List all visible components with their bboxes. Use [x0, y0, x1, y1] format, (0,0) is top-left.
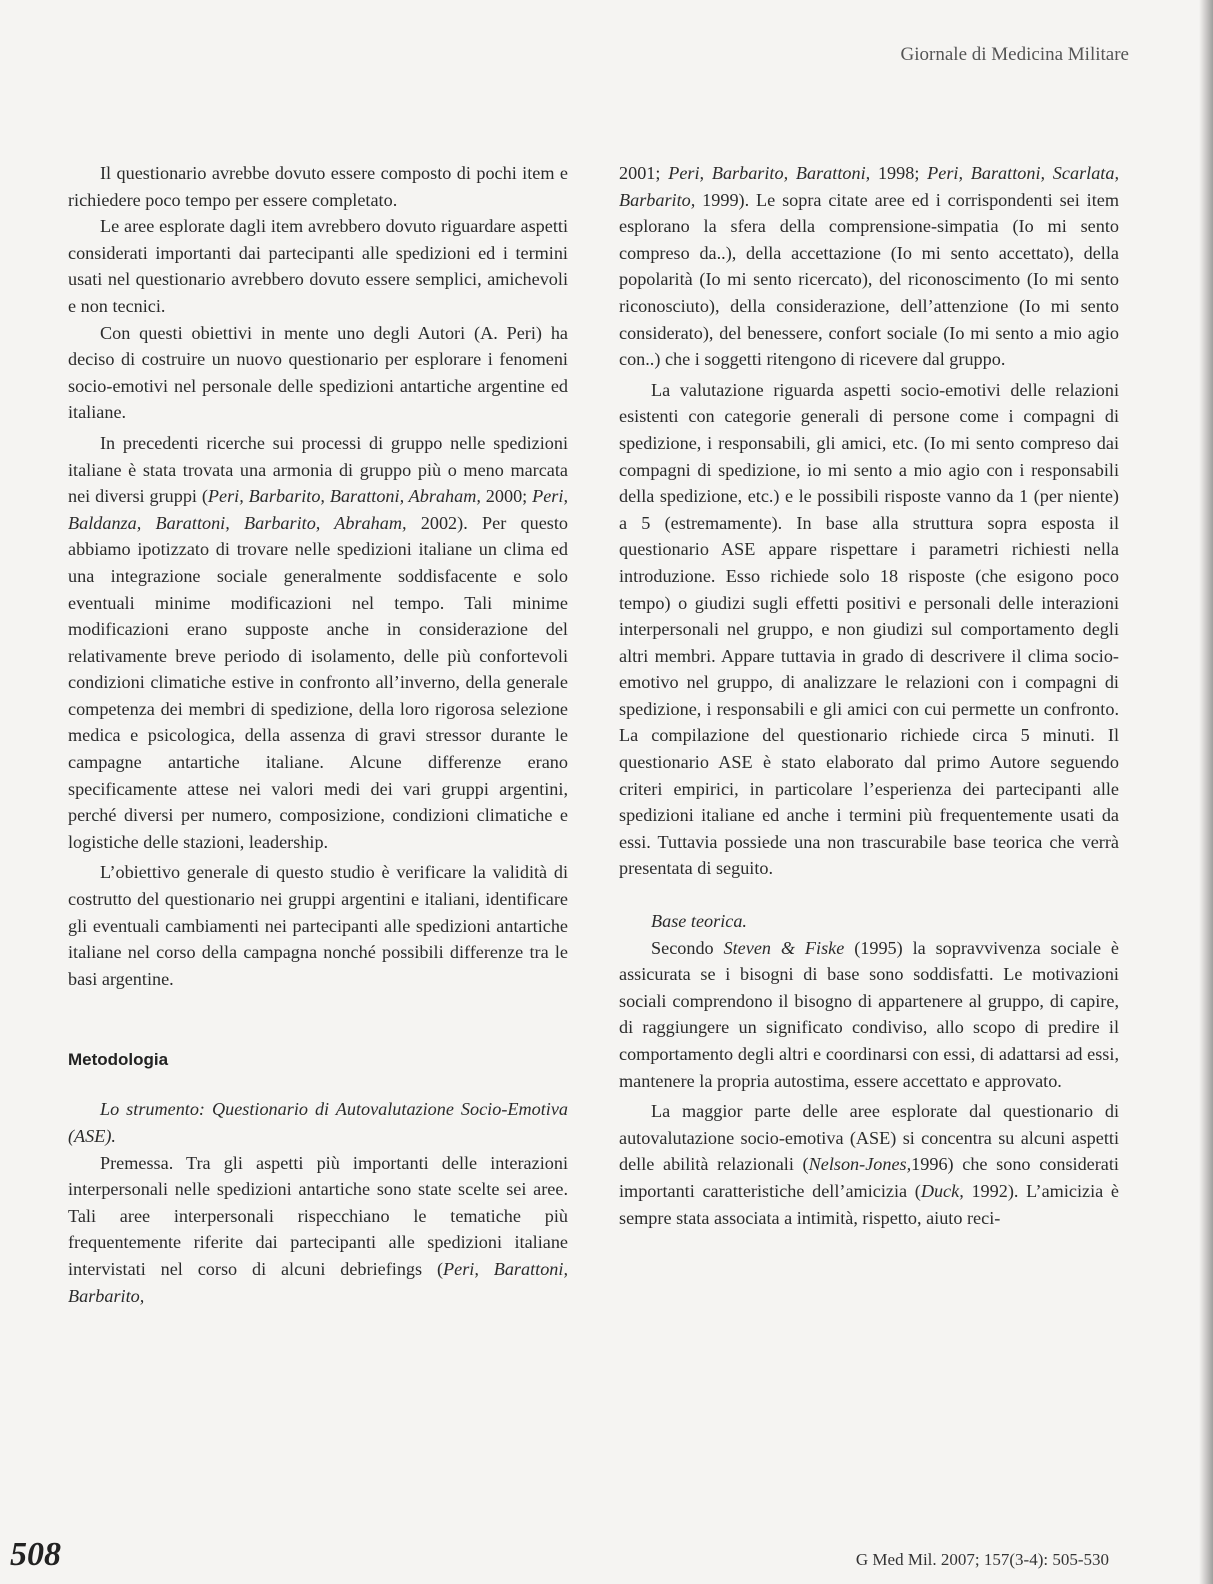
text-run: Premessa. Tra gli aspetti più importanti delle interazioni interpersonali nelle spedizioni antartiche sono state scelte sei aree. Tali aree interpersonali rispecchiano le tematiche più frequentemente riferite dai partecipanti alle spedizioni italiane intervistati nel corso di alcuni debriefings (: [68, 1152, 568, 1279]
citation-authors: Peri, Barbarito, Barattoni,: [668, 163, 871, 183]
text-run: 1999). Le sopra citate aree ed i corrispondenti sei item esplorano la sfera della comprensione-simpatia (Io mi sento compreso da..), della accettazione (Io mi sento accettato), della popolarità (Io mi sento ricercato), del riconoscimento (Io mi sento riconosciuto), della considerazione, dell’attenzione (Io mi sento considerato), del benessere, confort sociale (Io mi sento a mio agio con..) che i soggetti ritengono di ricevere dal gruppo.: [619, 189, 1119, 370]
text-run: 2000;: [480, 486, 533, 507]
paragraph: Con questi obiettivi in mente uno degli Autori (A. Peri) ha deciso di costruire un nuovo questionario per esplorare i fenomeni socio-emotivi nel personale delle spedizioni antartiche argentine ed italiane.: [68, 322, 568, 423]
running-header: Giornale di Medicina Militare: [900, 44, 1129, 65]
paragraph: Le aree esplorate dagli item avrebbero dovuto riguardare aspetti considerati importanti dai partecipanti alle spedizioni ed i termini usati nel questionario avrebbero dovuto essere semplici, amichevoli e non tecnici.: [68, 216, 568, 316]
text-run: 1996) che sono considerati importanti caratteristiche dell’amicizia (: [619, 1154, 1119, 1201]
citation-authors: Nelson-Jones,: [808, 1154, 912, 1175]
citation-authors: Duck,: [920, 1180, 964, 1201]
paragraph: La valutazione riguarda aspetti socio-emotivi delle relazioni esistenti con categorie generali di persone come i compagni di spedizione, i responsabili, gli amici, etc. (Io mi sento compreso dai compagni di spedizione, io mi sento a mio agio con i responsabili della spedizione, etc.) e le possibili risposte vanno da 1 (per niente) a 5 (estremamente). In base alla struttura sopra esposta il questionario ASE appare rispettare i parametri richiesti nella introduzione. Esso richiede solo 18 risposte (che esigono poco tempo) o giudizi sugli effetti positivi e personali delle interazioni interpersonali nel gruppo, e non giudizi sul comportamento degli altri membri. Appare tuttavia in grado di descrivere il clima socio-emotivo nel gruppo, di analizzare le relazioni con i compagni di spedizione, i responsabili e gli amici con cui permette un confronto. La compilazione del questionario richiede circa 5 minuti. Il questionario ASE è stato elaborato dal primo Autore seguendo criteri empirici, in particolare l’esperienza dei partecipanti alle spedizioni italiane ed anche i termini più frequentemente usati da essi. Tuttavia possiede una non trascurabile base teorica che verrà presentata di seguito.: [619, 379, 1119, 879]
text-run: 1992). L’amicizia è sempre stata associata a intimità, rispetto, aiuto reci-: [619, 1180, 1119, 1228]
paragraph: L’obiettivo generale di questo studio è verificare la validità di costrutto del questionario nei gruppi argentini e italiani, identificare gli eventuali cambiamenti nei partecipanti alle spedizioni antartiche italiane nel corso della campagna nonché possibili differenze tra le basi argentine.: [68, 862, 568, 989]
paragraph: [619, 935, 1119, 1095]
journal-citation: G Med Mil. 2007; 157(3-4): 505-530: [855, 1550, 1109, 1569]
paragraph: [68, 430, 568, 856]
citation-authors: Peri, Barattoni, Scarlata, Barbarito,: [619, 163, 1119, 210]
text-run: In precedenti ricerche sui processi di gruppo nelle spedizioni italiane è stata trovata una armonia di gruppo più o meno marcata nei diversi gruppi (: [68, 432, 568, 507]
text-run: 2001;: [619, 163, 669, 183]
paragraph: [68, 1150, 568, 1310]
text-run: Secondo: [651, 937, 724, 958]
left-column: [68, 160, 568, 1309]
text-run: 2002). Per questo abbiamo ipotizzato di trovare nelle spedizioni italiane un clima ed una integrazione sociale generalmente soddisfacente e solo eventuali minime modificazioni nel tempo. Tali minime modificazioni erano supposte anche in considerazione del relativamente breve periodo di isolamento, delle più confortevoli condizioni climatiche estive in confronto all’inverno, della generale competenza dei membri di spedizione, della loro rigorosa selezione medica e psicologica, della assenza di gravi stressor durante le campagne antartiche italiane. Alcune differenze erano specificamente attese nei valori medi dei vari gruppi argentini, perché diversi per numero, composizione, condizioni climatiche e logistiche delle stazioni, leadership.: [68, 512, 568, 852]
citation-authors: Peri, Barbarito, Barattoni, Abraham,: [207, 486, 481, 507]
citation-authors: Steven & Fiske: [723, 937, 845, 958]
citation-authors: Peri, Baldanza, Barattoni, Barbarito, Abraham,: [68, 486, 568, 533]
paragraph: Il questionario avrebbe dovuto essere composto di pochi item e richiedere poco tempo per essere completato.: [68, 163, 568, 210]
right-column: [619, 160, 1119, 1231]
subsection-heading: Lo strumento: Questionario di Autovalutazione Socio-Emotiva (ASE).: [68, 1099, 568, 1146]
text-run: (1995) la sopravvivenza sociale è assicurata se i bisogni di base sono soddisfatti. Le motivazioni sociali comprendono il bisogno di appartenere al gruppo, di capire, di raggiungere un significato condiviso, allo scopo di predire il comportamento degli altri e coordinarsi con essi, di adattarsi ad essi, mantenere la propria autostima, essere accettato e approvato.: [619, 937, 1119, 1091]
subsection-heading: Base teorica.: [651, 911, 747, 932]
section-heading: Metodologia: [68, 1050, 169, 1070]
text-run: La maggior parte delle aree esplorate dal questionario di autovalutazione socio-emotiva (ASE) si concentra su alcuni aspetti delle abilità relazionali (: [619, 1101, 1119, 1175]
page-number: 508: [10, 1536, 61, 1573]
citation-authors: Peri, Barattoni, Barbarito,: [68, 1258, 569, 1306]
page-edge-shadow: [1199, 0, 1213, 1584]
paragraph: [619, 1098, 1119, 1231]
paragraph: [619, 160, 1119, 373]
text-run: 1998;: [870, 163, 928, 183]
